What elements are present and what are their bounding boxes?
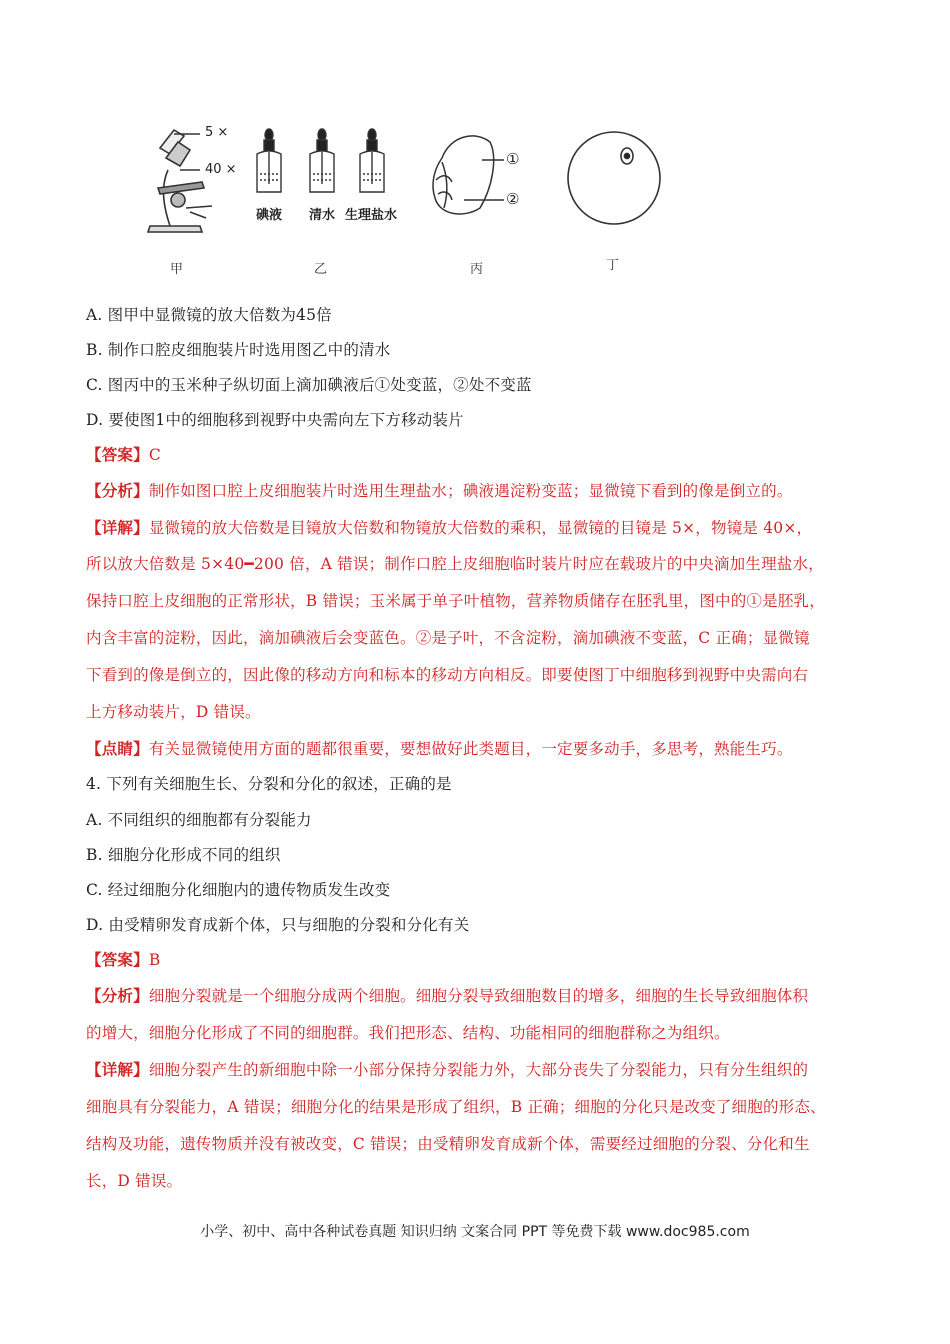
saline-label: 生理盐水 [345,208,398,223]
analysis-text: 细胞分裂就是一个细胞分成两个细胞。细胞分裂导致细胞数目的增多，细胞的生长导致细胞体积 [148,987,809,1005]
q4-detail-line [86,1058,808,1080]
circle-two-label: ② [506,190,520,208]
answer-tag: 【答案】 [86,950,149,969]
q3-comment [86,737,793,759]
q4-detail-line: 结构及功能，遗传物质并没有被改变，C 错误；由受精卵发育成新个体，需要经过细胞的分裂、分化和生 [86,1135,810,1153]
q4-detail-line: 细胞具有分裂能力，A 错误；细胞分化的结果是形成了组织，B 正确；细胞的分化只是改变了细胞的形态、 [86,1098,826,1116]
analysis-tag: 【分析】 [86,986,149,1005]
q3-detail-line: 内含丰富的淀粉，因此，滴加碘液后会变蓝色。②是子叶，不含淀粉，滴加碘液不变蓝，C 正确；显微镜 [86,629,810,647]
corn-seed-illustration [433,136,504,214]
q4-analysis-line: 的增大，细胞分化形成了不同的细胞群。我们把形态、结构、功能相同的细胞群称之为组织。 [86,1024,730,1042]
q4-option-a: A. 不同组织的细胞都有分裂能力 [86,811,312,829]
circle-one-label: ① [506,150,520,168]
iodine-label: 碘液 [256,208,283,223]
question-figure [130,118,690,283]
q3-analysis [86,479,793,501]
microscope-field-illustration [568,132,660,224]
q3-option-c: C. 图丙中的玉米种子纵切面上滴加碘液后①处变蓝，②处不变蓝 [86,376,532,394]
q3-detail-line: 上方移动装片，D 错误。 [86,703,261,721]
q4-option-d: D. 由受精卵发育成新个体，只与细胞的分裂和分化有关 [86,916,470,934]
magnification-5x-label: 5 × [205,125,229,140]
q4-detail-line: 长，D 错误。 [86,1172,183,1190]
caption-jia: 甲 [170,262,184,277]
detail-tag: 【详解】 [86,518,149,537]
caption-ding: 丁 [606,258,620,273]
q4-answer [86,948,160,970]
magnification-40x-label: 40 × [205,162,237,177]
answer-value: B [148,951,161,969]
analysis-tag: 【分析】 [86,481,149,500]
q3-detail-line: 保持口腔上皮细胞的正常形状，B 错误；玉米属于单子叶植物，营养物质储存在胚乳里，图中的①是胚乳， [86,592,825,610]
q3-detail-line: 下看到的像是倒立的，因此像的移动方向和标本的移动方向相反。即要使图丁中细胞移到视野中央需向右 [86,666,809,684]
q4-option-c: C. 经过细胞分化细胞内的遗传物质发生改变 [86,881,391,899]
microscope-illustration [148,130,212,232]
detail-text: 细胞分裂产生的新细胞中除一小部分保持分裂能力外，大部分丧失了分裂能力，只有分生组织的 [148,1061,809,1079]
page-footer: 小学、初中、高中各种试卷真题 知识归纳 文案合同 PPT 等免费下载 www.doc985.com [200,1224,750,1240]
analysis-text: 制作如图口腔上皮细胞装片时选用生理盐水；碘液遇淀粉变蓝；显微镜下看到的像是倒立的。 [148,482,793,500]
q3-option-d: D. 要使图1中的细胞移到视野中央需向左下方移动装片 [86,411,464,429]
q3-option-b: B. 制作口腔皮细胞装片时选用图乙中的清水 [86,341,391,359]
q4-analysis [86,984,808,1006]
answer-tag: 【答案】 [86,445,149,464]
comment-text: 有关显微镜使用方面的题都很重要，要想做好此类题目，一定要多动手，多思考，熟能生巧。 [148,740,793,758]
q3-detail-line: 所以放大倍数是 5×40━200 倍，A 错误；制作口腔上皮细胞临时装片时应在载玻片的中央滴加生理盐水， [86,555,824,573]
dropper-bottles-illustration [257,129,384,192]
q4-option-b: B. 细胞分化形成不同的组织 [86,846,281,864]
water-label: 清水 [309,208,336,223]
answer-value: C [148,446,161,464]
detail-tag: 【详解】 [86,1060,149,1079]
caption-yi: 乙 [314,262,328,277]
q3-option-a: A. 图甲中显微镜的放大倍数为45倍 [86,306,332,324]
q3-detail-line [86,516,812,538]
q4-stem: 4. 下列有关细胞生长、分裂和分化的叙述，正确的是 [86,775,452,793]
caption-bing: 丙 [470,262,484,277]
detail-text: 显微镜的放大倍数是目镜放大倍数和物镜放大倍数的乘积，显微镜的目镜是 5×，物镜是 40×， [148,519,813,537]
q3-answer [86,443,161,465]
comment-tag: 【点睛】 [86,739,149,758]
